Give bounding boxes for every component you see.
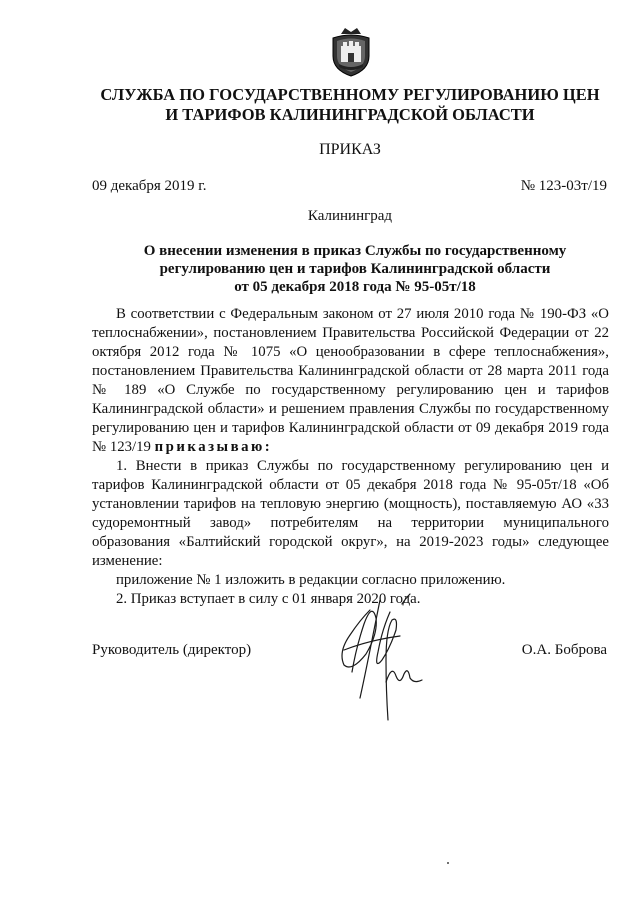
page-mark [447,862,449,864]
order-item-1-sub: приложение № 1 изложить в редакции согласно приложению. [116,572,506,588]
order-body [92,305,609,609]
order-preamble [92,305,609,457]
order-subject-line2: регулированию цен и тарифов Калининградской области [159,261,551,277]
coat-of-arms-icon [329,26,373,78]
agency-name [60,85,640,125]
order-city: Калининград [307,208,393,224]
signatory-name: О.А. Боброва [521,642,607,658]
order-date: 09 декабря 2019 г. [92,178,207,194]
order-title: ПРИКАЗ [319,141,381,158]
handwritten-signature [330,590,450,730]
signatory-title: Руководитель (директор) [92,642,252,658]
order-number: № 123-03т/19 [520,178,607,194]
order-subject-line1: О внесении изменения в приказ Службы по государственному [143,243,567,259]
order-subject-line3: от 05 декабря 2018 года № 95-05т/18 [234,279,476,295]
order-subject [130,242,580,296]
agency-name-line1: СЛУЖБА ПО ГОСУДАРСТВЕННОМУ РЕГУЛИРОВАНИЮ ЦЕН [100,85,600,104]
order-directive: приказываю: [154,439,273,455]
preamble-text: В соответствии с Федеральным законом от 27 июля 2010 года № 190-ФЗ «О теплоснабжении», постановлением Правительства Российской Федерации от 22 октября 2012 года № 1075 «О ценообразовании в сфере теплоснабжения», постановлением Правительства Калининградской области от 28 марта 2011 года № 189 «О Службе по государственному регулированию цен и тарифов Калининградской области» и решением правления Службы по государственному регулированию цен и тарифов Калининградской области от 09 декабря 2019 года № 123/19 [92,306,609,455]
agency-name-line2: И ТАРИФОВ КАЛИНИНГРАДСКОЙ ОБЛАСТИ [165,105,535,124]
order-item-2: 2. Приказ вступает в силу с 01 января 2020 года. [116,591,421,607]
order-item-1: 1. Внести в приказ Службы по государственному регулированию цен и тарифов Калининградской области от 05 декабря 2018 года № 95-05т/18 «Об установлении тарифов на тепловую энергию (мощность), поставляемую АО «33 судоремонтный завод» потребителям на территории муниципального образования «Балтийский городской округ», на 2019-2023 годы» следующее изменение: [92,458,609,569]
